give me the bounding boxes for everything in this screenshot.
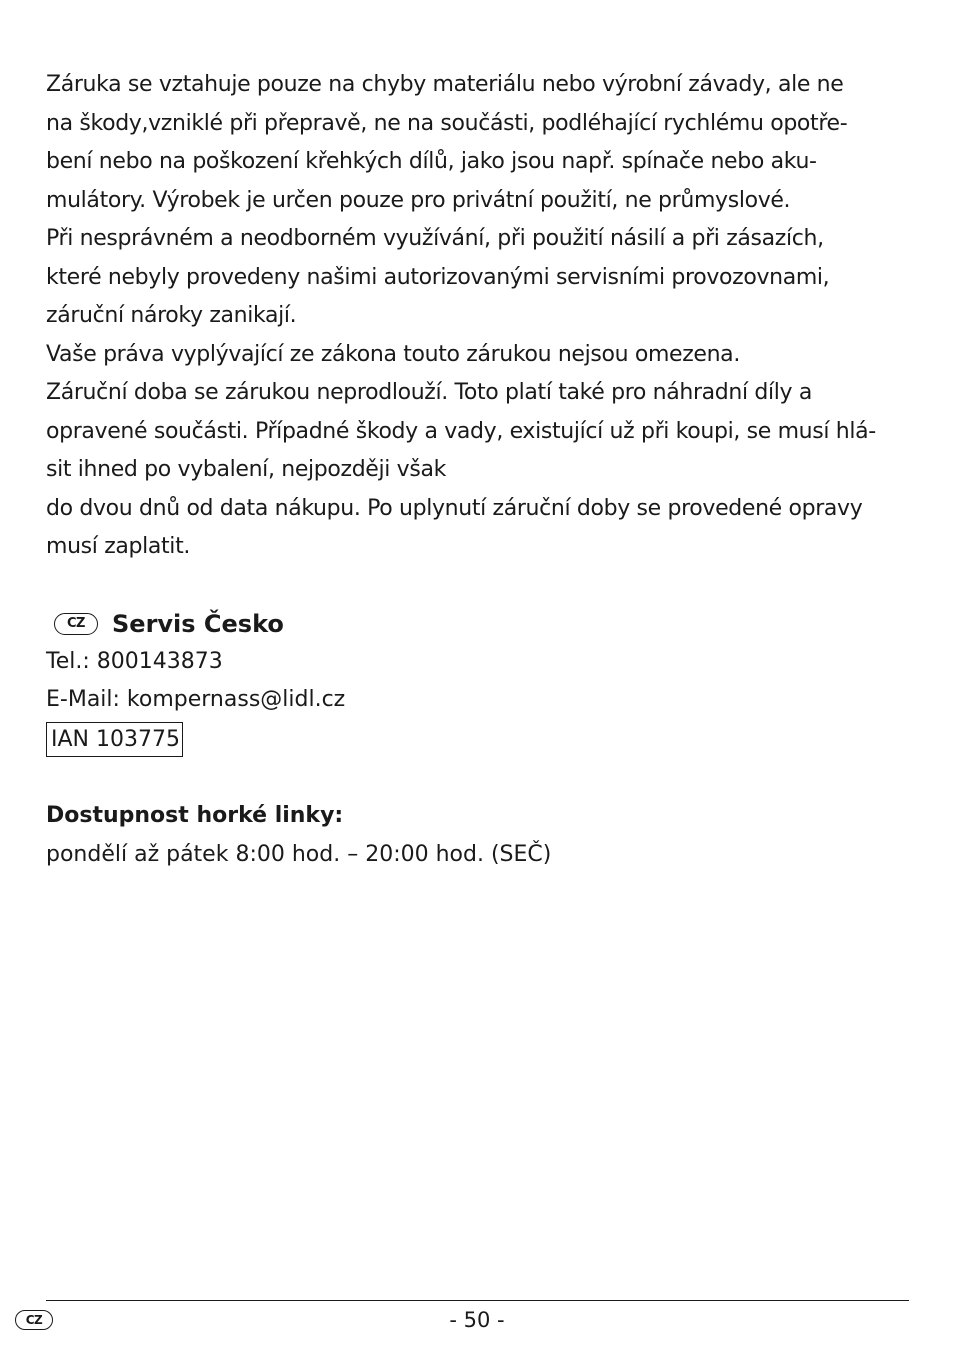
service-title: Servis Česko: [112, 609, 284, 638]
page-number: - 50 -: [449, 1308, 505, 1332]
section-gap: [46, 567, 912, 605]
warranty-paragraph: [46, 66, 912, 567]
warranty-line: musí zaplatit.: [46, 534, 190, 559]
warranty-line: do dvou dnů od data nákupu. Po uplynutí záruční doby se provedené opravy: [46, 495, 863, 521]
hotline-heading: Dostupnost horké linky:: [46, 803, 344, 828]
service-phone: Tel.: 800143873: [46, 648, 223, 674]
section-gap: [46, 759, 912, 797]
page-content: [46, 66, 912, 874]
warranty-line: které nebyly provedeny našimi autorizovanými servisními provozovnami,: [46, 264, 830, 290]
warranty-line: Záruční doba se zárukou neprodlouží. Toto platí také pro náhradní díly a: [46, 380, 812, 405]
warranty-line: mulátory. Výrobek je určen pouze pro privátní použití, ne průmyslové.: [46, 187, 791, 213]
service-email: E-Mail: kompernass@lidl.cz: [46, 687, 346, 712]
ian-row: [46, 720, 912, 760]
footer-divider: [46, 1300, 909, 1301]
warranty-line: záruční nároky zanikají.: [46, 303, 297, 328]
warranty-line: Vaše práva vyplývající ze zákona touto zárukou nejsou omezena.: [46, 341, 740, 367]
warranty-line: sit ihned po vybalení, nejpozději však: [46, 457, 446, 482]
warranty-line: bení nebo na poškození křehkých dílů, jako jsou např. spínače nebo aku-: [46, 149, 817, 174]
country-badge-icon: CZ: [54, 613, 98, 635]
service-section: [46, 605, 912, 760]
warranty-line: Při nesprávném a neodborném využívání, při použití násilí a při zásazích,: [46, 226, 824, 251]
ian-number-box: IAN 103775: [46, 722, 183, 757]
footer-country-badge-icon: CZ: [15, 1310, 53, 1330]
warranty-line: na škody,vzniklé při přepravě, ne na součásti, podléhající rychlému opotře-: [46, 110, 848, 136]
warranty-line: opravené součásti. Případné škody a vady, existující už při koupi, se musí hlá-: [46, 418, 876, 444]
hotline-section: [46, 797, 912, 874]
warranty-line: Záruka se vztahuje pouze na chyby materiálu nebo výrobní závady, ale ne: [46, 72, 844, 97]
service-heading: [46, 605, 912, 643]
hotline-hours: pondělí až pátek 8:00 hod. – 20:00 hod. (SEČ): [46, 841, 552, 867]
